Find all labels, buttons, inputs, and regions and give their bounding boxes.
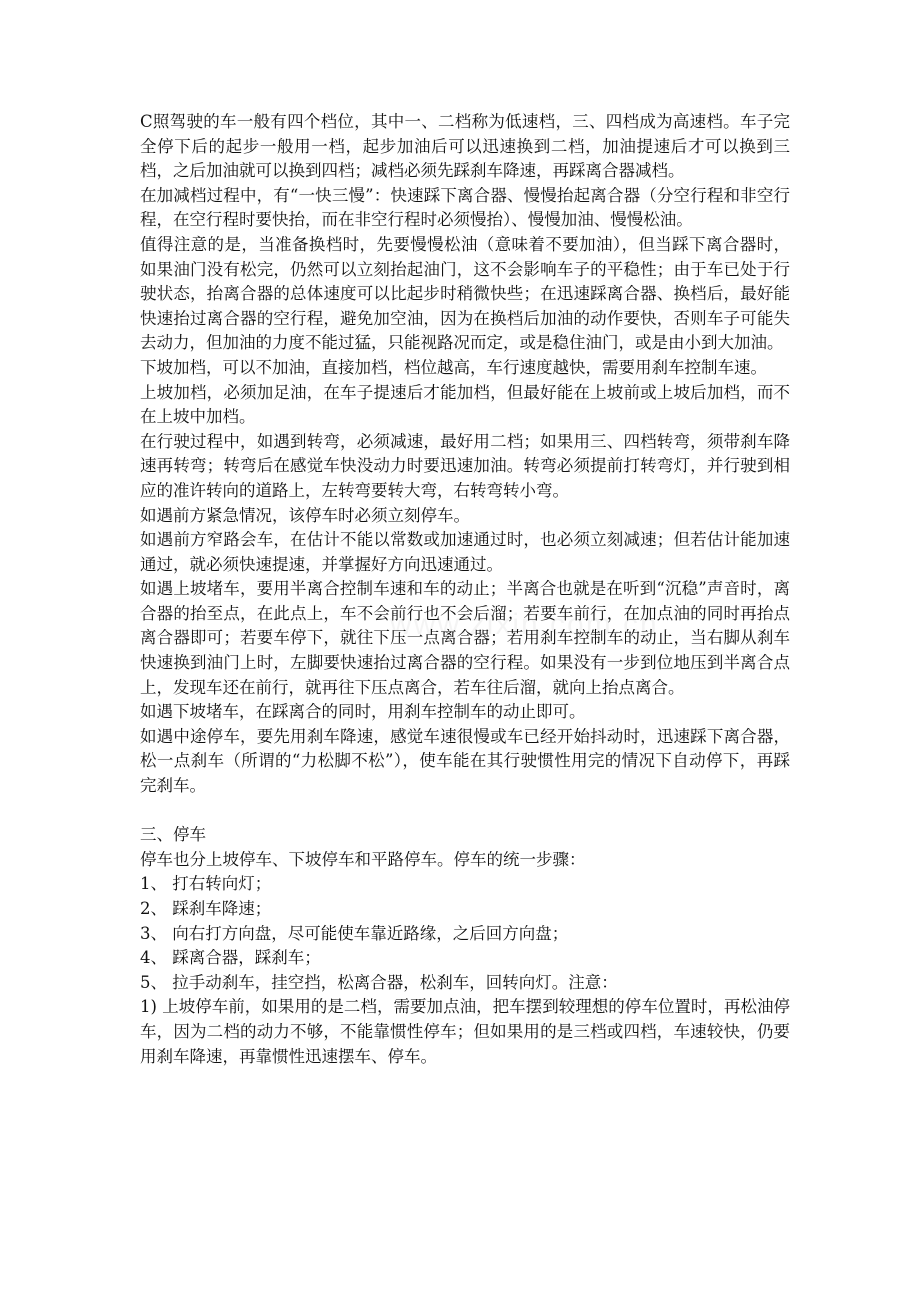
paragraph-turning: 在行驶过程中，如遇到转弯，必须减速，最好用二档；如果用三、四档转弯，须带刹车降速再转弯；转弯后在感觉车快没动力时要迅速加油。转弯必须提前打转弯灯，并行驶到相应的准许转向的道路上，左转弯要转大弯，右转弯转小弯。 [140, 431, 790, 500]
note-paragraph: 1) 上坡停车前，如果用的是二档，需要加点油，把车摆到较理想的停车位置时，再松油停车，因为二档的动力不够，不能靠惯性停车；但如果用的是三档或四档，车速较快，仍要用刹车降速，再靠惯性迅速摆车、停车。 [140, 997, 790, 1066]
paragraph-uphill: 上坡加档，必须加足油，在车子提速后才能加档，但最好能在上坡前或上坡后加档，而不在上坡中加档。 [140, 382, 790, 427]
blank-line [140, 799, 790, 824]
step-item: 3、 向右打方向盘，尽可能使车靠近路缘，之后回方向盘； [140, 923, 569, 943]
section-heading: 三、停车 [140, 825, 206, 845]
step-item: 2、 踩刹车降速； [140, 899, 272, 918]
paragraph-uphill-jam: 如遇上坡堵车，要用半离合控制车速和车的动止；半离合也就是在听到“沉稳”声音时，离合器的抬至点，在此点上，车不会前行也不会后溜；若要车前行，在加点油的同时再抬点离合器即可；若要车停下，就往下压一点离合器；若用刹车控制车的动止，当右脚从刹车快速换到油门上时，左脚要快速抬过离合器的空行程。如果没有一步到位地压到半离合点上，发现车还在前行，就再往下压点离合，若车往后溜，就向上抬点离合。 [140, 579, 790, 697]
paragraph-gears: C照驾驶的车一般有四个档位，其中一、二档称为低速档，三、四档成为高速档。车子完全停下后的起步一般用一档，起步加油后可以迅速换到二档，加油提速后才可以换到三档，之后加油就可以换到四档；减档必须先踩刹车降速，再踩离合器减档。 [140, 112, 790, 181]
step-item: 4、 踩离合器，踩刹车； [140, 948, 321, 968]
document-body [140, 110, 790, 1069]
paragraph-shifting-rule: 在加减档过程中，有“一快三慢”：快速踩下离合器、慢慢抬起离合器（分空行程和非空行程，在空行程时要快抬，而在非空行程时必须慢抬）、慢慢加油、慢慢松油。 [140, 185, 790, 230]
paragraph-downhill: 下坡加档，可以不加油，直接加档，档位越高，车行速度越快，需要用刹车控制车速。 [140, 357, 767, 377]
paragraph-midway-stop: 如遇中途停车，要先用刹车降速，感觉车速很慢或车已经开始抖动时，迅速踩下离合器，松一点刹车（所谓的“力松脚不松”），使车能在其行驶惯性用完的情况下自动停下，再踩完刹车。 [140, 726, 790, 796]
step-item: 1、 打右转向灯； [140, 874, 272, 894]
paragraph-emergency: 如遇前方紧急情况，该停车时必须立刻停车。 [140, 505, 470, 525]
paragraph-narrow-road: 如遇前方窄路会车，在估计不能以常数或加速通过时，也必须立刻减速；但若估计能加速通过，就必须快速提速，并掌握好方向迅速通过。 [140, 530, 790, 574]
paragraph-shifting-notes: 值得注意的是，当准备换档时，先要慢慢松油（意味着不要加油），但当踩下离合器时，如果油门没有松完，仍然可以立刻抬起油门，这不会影响车子的平稳性；由于车已处于行驶状态，抬离合器的总体速度可以比起步时稍微快些；在迅速踩离合器、换档后，最好能快速抬过离合器的空行程，避免加空油，因为在换档后加油的动作要快，否则车子可能失去动力，但加油的力度不能过猛，只能视路况而定，或是稳住油门，或是由小到大加油。 [140, 234, 790, 353]
step-item: 5、 拉手动刹车，挂空挡，松离合器，松刹车，回转向灯。注意： [140, 972, 618, 992]
section-intro: 停车也分上坡停车、下坡停车和平路停车。停车的统一步骤： [140, 849, 586, 869]
paragraph-downhill-jam: 如遇下坡堵车，在踩离合的同时，用刹车控制车的动止即可。 [140, 702, 586, 722]
